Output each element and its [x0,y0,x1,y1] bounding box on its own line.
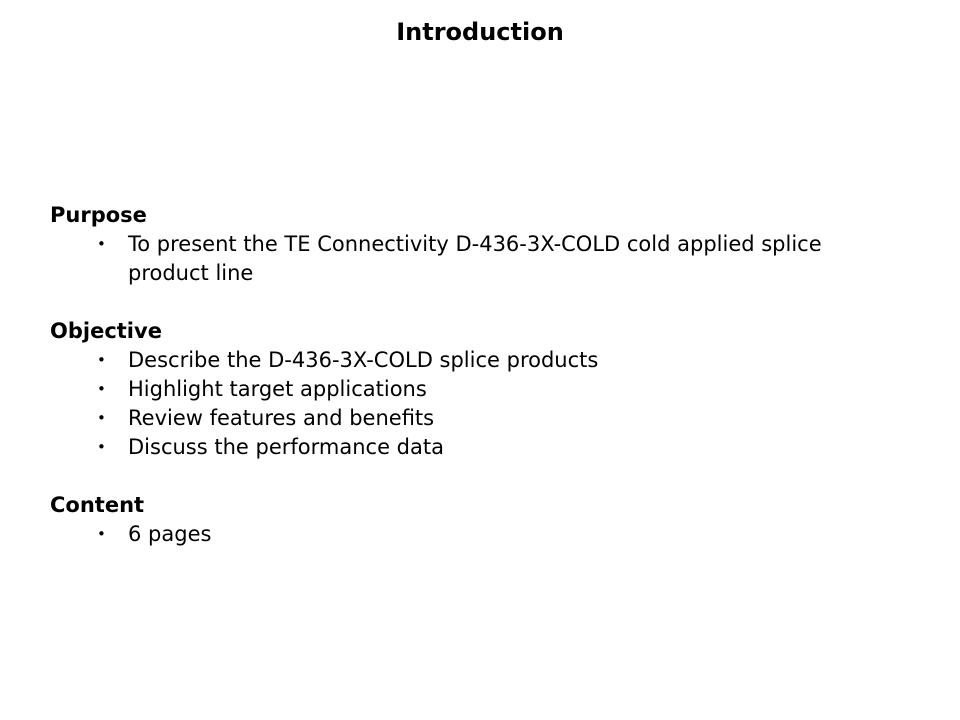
bullet-icon: • [97,380,106,398]
bullet-item [50,404,910,433]
section-heading-objective: Objective [50,319,162,343]
bullet-item [50,375,910,404]
bullet-list-content [50,520,910,549]
bullet-icon: • [97,409,106,427]
bullet-text: To present the TE Connectivity D-436-3X-COLD cold applied splice product line [128,232,822,285]
bullet-item [50,433,910,462]
bullet-item [50,520,910,549]
bullet-text: 6 pages [128,522,212,546]
section-purpose [50,201,910,288]
section-objective [50,317,910,462]
bullet-text: Discuss the performance data [128,435,444,459]
bullet-item [50,230,910,288]
bullet-text: Review features and benefits [128,406,435,430]
section-content [50,491,910,549]
bullet-item [50,346,910,375]
bullet-icon: • [97,438,106,456]
bullet-icon: • [97,235,106,253]
section-heading-content: Content [50,493,145,517]
bullet-text: Highlight target applications [128,377,427,401]
bullet-list-objective [50,346,910,462]
slide-title: Introduction [396,18,564,46]
section-heading-purpose: Purpose [50,203,147,227]
slide-content [50,201,910,578]
bullet-text: Describe the D-436-3X-COLD splice products [128,348,599,372]
bullet-icon: • [97,351,106,369]
bullet-icon: • [97,525,106,543]
bullet-list-purpose [50,230,910,288]
